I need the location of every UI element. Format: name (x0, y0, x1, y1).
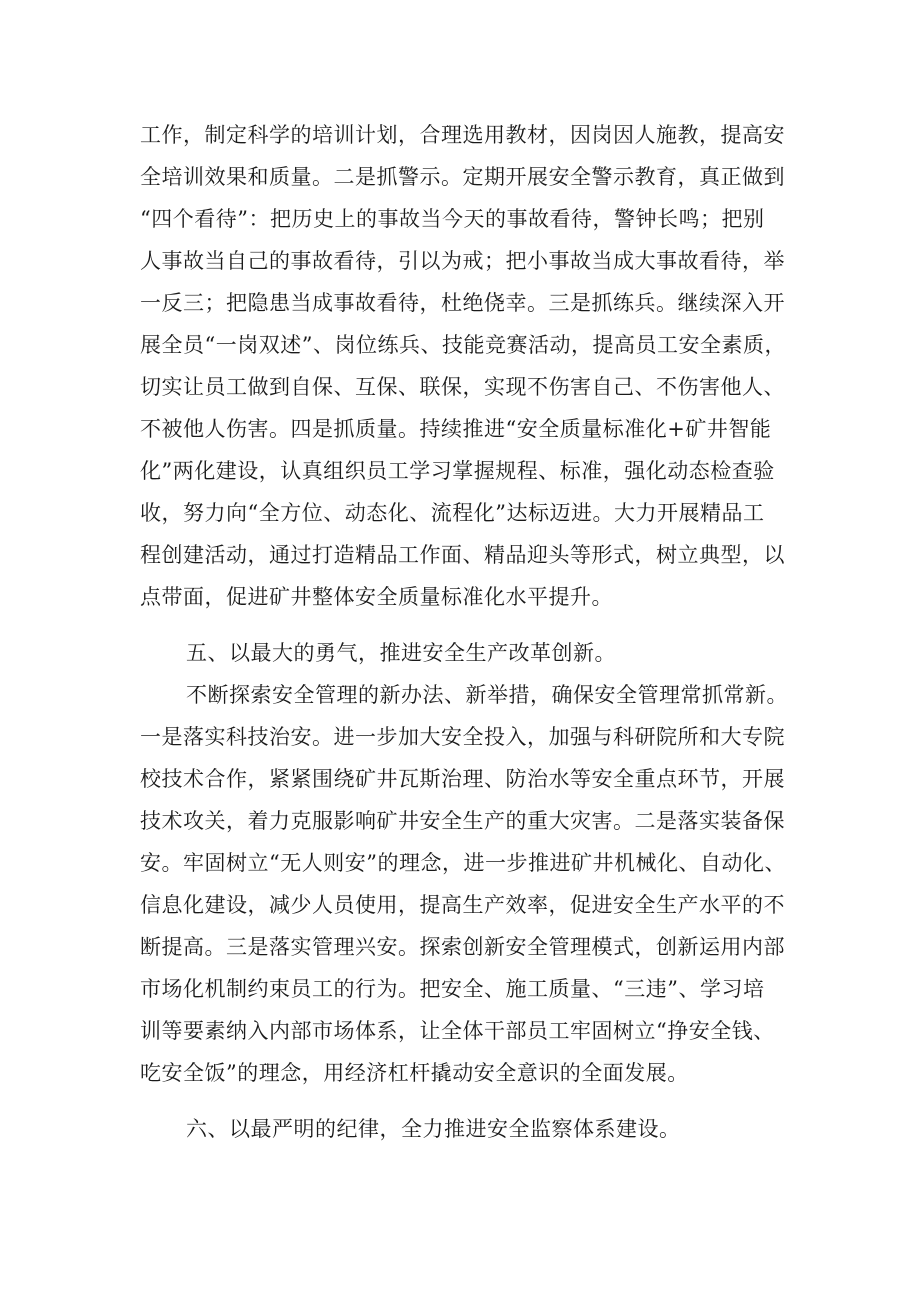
paragraph-line: 断提高。三是落实管理兴安。探索创新安全管理模式，创新运用内部 (140, 935, 785, 959)
section-heading-text: 五、以最大的勇气，推进安全生产改革创新。 (186, 641, 616, 665)
paragraph-line: 训等要素纳入内部市场体系，让全体干部员工牢固树立“挣安全钱、 (140, 1019, 775, 1043)
paragraph-line: “四个看待”：把历史上的事故当今天的事故看待，警钟长鸣；把别 (140, 207, 765, 231)
section-5-paragraph (140, 674, 786, 1094)
paragraph-line: 安。牢固树立“无人则安”的理念，进一步推进矿井机械化、自动化、 (140, 851, 786, 875)
section-heading-6 (140, 1108, 786, 1150)
paragraph-line: 吃安全饭”的理念，用经济杠杆撬动安全意识的全面发展。 (140, 1061, 689, 1085)
paragraph-line: 一反三；把隐患当成事故看待，杜绝侥幸。三是抓练兵。继续深入开 (140, 291, 785, 315)
continued-paragraph (140, 114, 786, 618)
paragraph-line: 收，努力向“全方位、动态化、流程化”达标迈进。大力开展精品工 (140, 501, 765, 525)
paragraph-line: 不断探索安全管理的新办法、新举措，确保安全管理常抓常新。 (186, 683, 788, 707)
paragraph-line: 信息化建设，减少人员使用，提高生产效率，促进安全生产水平的不 (140, 893, 785, 917)
paragraph-line: 化”两化建设，认真组织员工学习掌握规程、标准，强化动态检查验 (140, 459, 775, 483)
paragraph-line: 不被他人伤害。四是抓质量。持续推进“安全质量标准化+矿井智能 (140, 417, 772, 441)
paragraph-line: 技术攻关，着力克服影响矿井安全生产的重大灾害。二是落实装备保 (140, 809, 785, 833)
paragraph-line: 人事故当自己的事故看待，引以为戒；把小事故当成大事故看待，举 (140, 249, 785, 273)
paragraph-line: 展全员“一岗双述”、岗位练兵、技能竞赛活动，提高员工安全素质， (140, 333, 786, 357)
paragraph-line: 点带面，促进矿井整体安全质量标准化水平提升。 (140, 585, 613, 609)
paragraph-line: 切实让员工做到自保、互保、联保，实现不伤害自己、不伤害他人、 (140, 375, 785, 399)
paragraph-line: 工作，制定科学的培训计划，合理选用教材，因岗因人施教，提高安 (140, 123, 785, 147)
paragraph-line: 全培训效果和质量。二是抓警示。定期开展安全警示教育，真正做到 (140, 165, 785, 189)
paragraph-line: 程创建活动，通过打造精品工作面、精品迎头等形式，树立典型，以 (140, 543, 785, 567)
paragraph-line: 校技术合作，紧紧围绕矿井瓦斯治理、防治水等安全重点环节，开展 (140, 767, 785, 791)
paragraph-line: 一是落实科技治安。进一步加大安全投入，加强与科研院所和大专院 (140, 725, 785, 749)
paragraph-line: 市场化机制约束员工的行为。把安全、施工质量、“三违”、学习培 (140, 977, 765, 1001)
section-heading-text: 六、以最严明的纪律，全力推进安全监察体系建设。 (186, 1117, 681, 1141)
section-heading-5 (140, 632, 786, 674)
